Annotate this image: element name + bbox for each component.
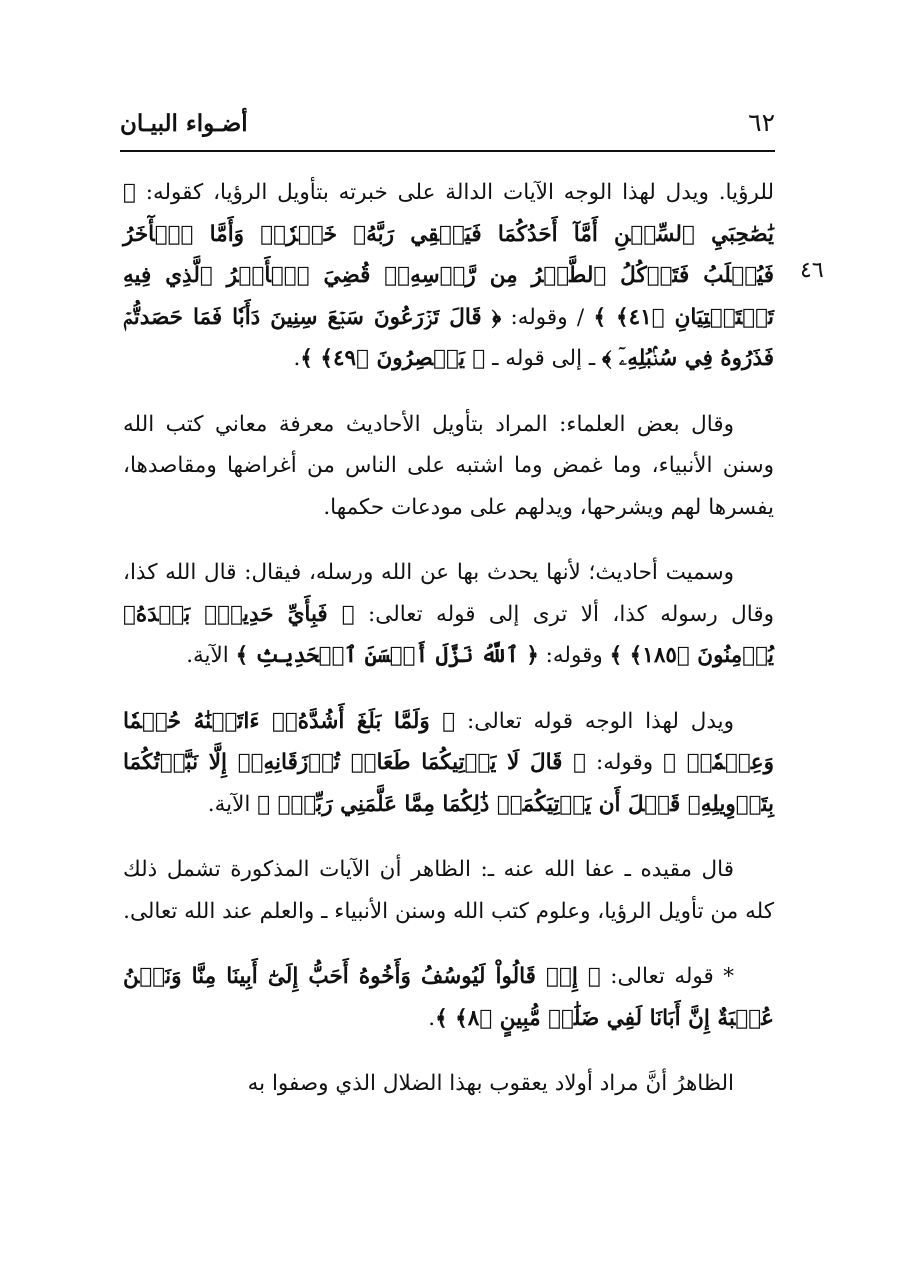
paragraph <box>123 552 774 677</box>
quran-verse: ﴿ يَٰصَٰحِبَيِ ٱلسِّجۡنِ أَمَّآ أَحَدُكُمَا فَيَسۡقِي رَبَّهُۥ خَمۡرٗاۖ وَأَمَّا ٱلۡأٓخَرُ فَيُصۡلَبُ فَتَأۡكُلُ ٱلطَّيۡرُ مِن رَّأۡسِهِۦۚ قُضِيَ ٱلۡأَمۡرُ ٱلَّذِي فِيهِ تَسۡتَفۡتِيَانِ ﴿٤١﴾ ﴾ <box>123 180 774 330</box>
paragraph <box>123 956 774 1039</box>
paragraph-text: . <box>293 346 301 371</box>
paragraph-text: / وقوله: <box>501 304 594 330</box>
paragraph <box>123 701 774 826</box>
paragraph <box>123 404 774 529</box>
page-body <box>123 172 774 1129</box>
paragraph <box>123 849 774 932</box>
quran-verse: ﴿ قَالَ لَا يَأۡتِيكُمَا طَعَامٞ تُرۡزَقَانِهِۦٓ إِلَّا نَبَّأۡتُكُمَا بِتَأۡوِيلِهِۦ قَبۡلَ أَن يَأۡتِيَكُمَاۚ ذَٰلِكُمَا مِمَّا عَلَّمَنِي رَبِّيٓۚ ﴾ <box>123 750 774 817</box>
paragraph-text: . <box>428 1005 436 1031</box>
quran-verse: ﴿ إِذۡ قَالُواْ لَيُوسُفُ وَأَخُوهُ أَحَبُّ إِلَىٰٓ أَبِينَا مِنَّا وَنَحۡنُ عُصۡبَةٌ إِنَّ أَبَانَا لَفِي ضَلَٰلٖ مُّبِينٍ ﴿٨﴾ ﴾ <box>123 964 774 1031</box>
quran-verse: ﴿ ٱللَّهُ نَزَّلَ أَحۡسَنَ ٱلۡحَدِيثِ ﴾ <box>235 643 539 668</box>
quran-verse: ﴿ فَبِأَيِّ حَدِيثِۭ بَعۡدَهُۥ يُؤۡمِنُونَ ﴿١٨٥﴾ ﴾ <box>123 601 774 668</box>
paragraph <box>123 1063 774 1105</box>
quran-verse: ﴿ قَالَ تَزۡرَعُونَ سَبۡعَ سِنِينَ دَأَبٗا فَمَا حَصَدتُّمۡ فَذَرُوهُ فِي سُنۢبُلِهِۦٓ ﴾ <box>123 304 774 371</box>
paragraph-text: للرؤيا. ويدل لهذا الوجه الآيات الدالة على خبرته بتأويل الرؤيا، كقوله: <box>135 180 774 205</box>
quran-verse: ﴿ وَلَمَّا بَلَغَ أَشُدَّهُۥٓ ءَاتَيۡنَٰهُ حُكۡمٗا وَعِلۡمٗاۚ ﴾ <box>123 708 775 775</box>
paragraph-text: ـ إلى قوله ـ <box>485 346 603 371</box>
paragraph-text: * قوله تعالى: <box>600 964 734 989</box>
paragraph-text: ويدل لهذا الوجه قوله تعالى: <box>455 708 735 734</box>
paragraph-text: الآية. <box>186 643 236 668</box>
quran-verse: ﴿ يَعۡصِرُونَ ﴿٤٩﴾ ﴾ <box>300 346 486 371</box>
paragraph-text: وقال بعض العلماء: المراد بتأويل الأحاديث معرفة معاني كتب الله وسنن الأنبياء، وما غمض وما اشتبه على الناس من أغراضها ومقاصدها، يفسرها لهم ويشرحها، ويدلهم على مودعات حكمها. <box>123 411 774 520</box>
book-title: أضـواء البيـان <box>120 110 248 137</box>
margin-page-marker: ٤٦ <box>800 258 824 283</box>
paragraph-text: قال مقيده ـ عفا الله عنه ـ: الظاهر أن الآيات المذكورة تشمل ذلك كله من تأويل الرؤيا، وعلوم كتب الله وسنن الأنبياء ـ والعلم عند الله تعالى. <box>123 857 774 924</box>
paragraph <box>123 172 774 380</box>
page-number: ٦٢ <box>748 108 775 137</box>
paragraph-text: الآية. <box>207 791 258 817</box>
paragraph-text: وسميت أحاديث؛ لأنها يحدث بها عن الله ورسله، فيقال: قال الله كذا، وقال رسوله كذا، ألا ترى إلى قوله تعالى: <box>123 560 774 627</box>
paragraph-text: وقوله: <box>586 750 664 775</box>
paragraph-text: وقوله: <box>538 643 610 668</box>
paragraph-text: الظاهرُ أنَّ مراد أولاد يعقوب بهذا الضلال الذي وصفوا به <box>247 1071 734 1096</box>
page-header <box>120 106 775 152</box>
